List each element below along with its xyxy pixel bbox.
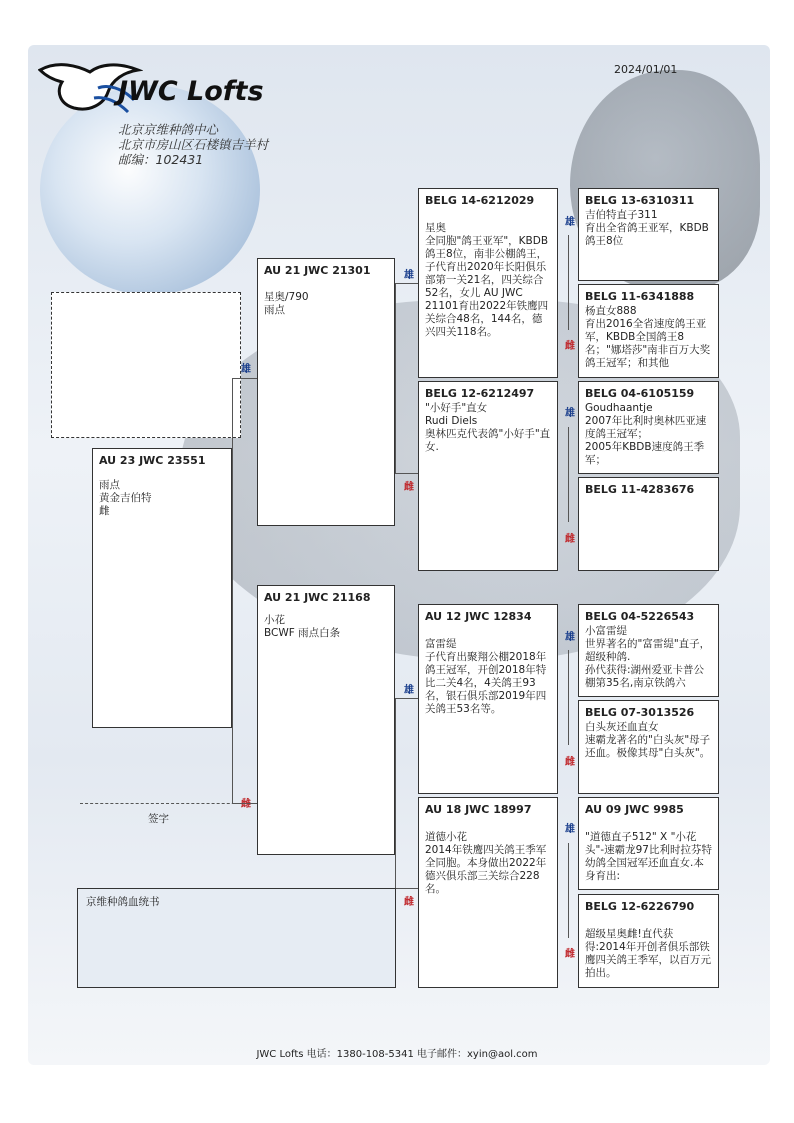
description: "道德直子512" X "小花头"-速霸龙97比利时拉芬特幼鸽全国冠军还血直女.本身育出: <box>585 831 712 882</box>
description: "小好手"直女 Rudi Diels 奥林匹克代表鸽"小好手"直女. <box>425 402 551 453</box>
ring-number: BELG 13-6310311 <box>585 194 695 207</box>
address-line: 北京市房山区石楼镇吉羊村 <box>118 137 269 152</box>
description: 小花 BCWF 雨点白条 <box>264 614 341 639</box>
description: 杨直女888 育出2016全省速度鸽王亚军，KBDB全国鸽王8名；"娜塔莎"南非百万大奖鸽王冠军；和其他 <box>585 305 711 369</box>
ring-number: AU 18 JWC 18997 <box>425 803 532 816</box>
grandparent-card[interactable] <box>418 797 558 988</box>
connector <box>395 283 418 284</box>
female-label: 雌 <box>565 534 575 545</box>
description: 道德小花 2014年铁鹰四关鸽王季军全同胞。本身做出2022年德兴俱乐部三关综合228名。 <box>425 831 547 895</box>
connector <box>395 698 396 888</box>
ring-number: BELG 07-3013526 <box>585 706 695 719</box>
male-label: 雄 <box>565 632 575 643</box>
male-label: 雄 <box>565 408 575 419</box>
ring-number: BELG 12-6226790 <box>585 900 695 913</box>
great-grandparent-card[interactable] <box>578 381 719 474</box>
connector <box>232 378 257 379</box>
ring-number: BELG 11-4283676 <box>585 483 695 496</box>
ring-number: BELG 14-6212029 <box>425 194 535 207</box>
male-label: 雄 <box>565 217 575 228</box>
date-text: 2024/01/01 <box>614 63 678 76</box>
female-label: 雌 <box>565 949 575 960</box>
male-label: 雄 <box>241 364 251 375</box>
great-grandparent-card[interactable] <box>578 797 719 890</box>
female-label: 雌 <box>404 897 414 908</box>
ring-number: AU 21 JWC 21168 <box>264 591 371 604</box>
connector <box>232 378 233 803</box>
great-grandparent-card[interactable] <box>578 284 719 378</box>
brand-title: JWC Lofts <box>118 76 264 107</box>
connector <box>395 473 418 474</box>
description: Goudhaantje 2007年比利时奥林匹亚速度鸽王冠军； 2005年KBDB速度鸽王季军； <box>585 402 707 466</box>
description: 雨点 黄金吉伯特 雌 <box>99 479 152 517</box>
signature-line <box>80 803 250 804</box>
female-label: 雌 <box>565 757 575 768</box>
connector <box>568 650 569 745</box>
connector <box>395 888 418 889</box>
grandparent-card[interactable] <box>418 604 558 794</box>
ring-number: BELG 04-5226543 <box>585 610 695 623</box>
ring-number: AU 23 JWC 23551 <box>99 454 206 467</box>
footer-contact: JWC Lofts 电话：1380-108-5341 电子邮件：xyin@aol.com <box>256 1049 538 1060</box>
signature-label: 签字 <box>148 813 169 825</box>
connector <box>568 235 569 330</box>
notes-title: 京维种鸽血统书 <box>86 896 160 908</box>
ring-number: AU 12 JWC 12834 <box>425 610 532 623</box>
female-label: 雌 <box>404 482 414 493</box>
photo-placeholder[interactable] <box>51 292 241 438</box>
connector <box>395 698 418 699</box>
ring-number: AU 21 JWC 21301 <box>264 264 371 277</box>
description: 富雷缇 子代育出聚翔公棚2018年鸽王冠军，开创2018年特比二关4名，4关鸽王93名，银石俱乐部2019年四关鸽王53名等。 <box>425 638 547 715</box>
female-label: 雌 <box>565 341 575 352</box>
description: 小富雷缇 世界著名的"富雷缇"直子，超级种鸽. 孙代获得:湖州爱亚卡普公棚第35名,南京铁鸽六 <box>585 625 711 689</box>
connector <box>568 843 569 938</box>
ring-number: AU 09 JWC 9985 <box>585 803 684 816</box>
address-block <box>118 122 268 167</box>
female-label: 雌 <box>241 799 251 810</box>
dam-card[interactable] <box>257 585 395 855</box>
great-grandparent-card[interactable] <box>578 894 719 988</box>
ring-number: BELG 11-6341888 <box>585 290 695 303</box>
subject-card[interactable] <box>92 448 232 728</box>
great-grandparent-card[interactable] <box>578 188 719 281</box>
sire-card[interactable] <box>257 258 395 526</box>
ring-number: BELG 12-6212497 <box>425 387 535 400</box>
great-grandparent-card[interactable] <box>578 477 719 571</box>
great-grandparent-card[interactable] <box>578 700 719 794</box>
description: 星奥 全同胞"鸽王亚军"，KBDB鸽王8位，南非公棚鸽王，子代育出2020年长阳俱乐部第一关21名，四关综合52名，女儿 AU JWC 21101育出2022年铁鹰四关综合48名，144名，德兴四关118名。 <box>425 222 549 338</box>
great-grandparent-card[interactable] <box>578 604 719 697</box>
male-label: 雄 <box>565 824 575 835</box>
description: 白头灰还血直女 速霸龙著名的"白头灰"母子还血。极像其母"白头灰"。 <box>585 721 711 759</box>
connector <box>568 427 569 522</box>
grandparent-card[interactable] <box>418 188 558 378</box>
ring-number: BELG 04-6105159 <box>585 387 695 400</box>
male-label: 雄 <box>404 270 414 281</box>
description: 吉伯特直子311 育出全省鸽王亚军，KBDB鸽王8位 <box>585 209 709 247</box>
notes-box[interactable] <box>77 888 396 988</box>
description: 超级星奥雌!直代获得:2014年开创者俱乐部铁鹰四关鸽王季军，以百万元拍出。 <box>585 928 711 979</box>
address-line: 北京京维种鸽中心 <box>118 122 219 137</box>
grandparent-card[interactable] <box>418 381 558 571</box>
description: 星奥/790 雨点 <box>264 291 309 316</box>
address-line: 邮编：102431 <box>118 152 204 167</box>
male-label: 雄 <box>404 685 414 696</box>
connector <box>395 283 396 473</box>
